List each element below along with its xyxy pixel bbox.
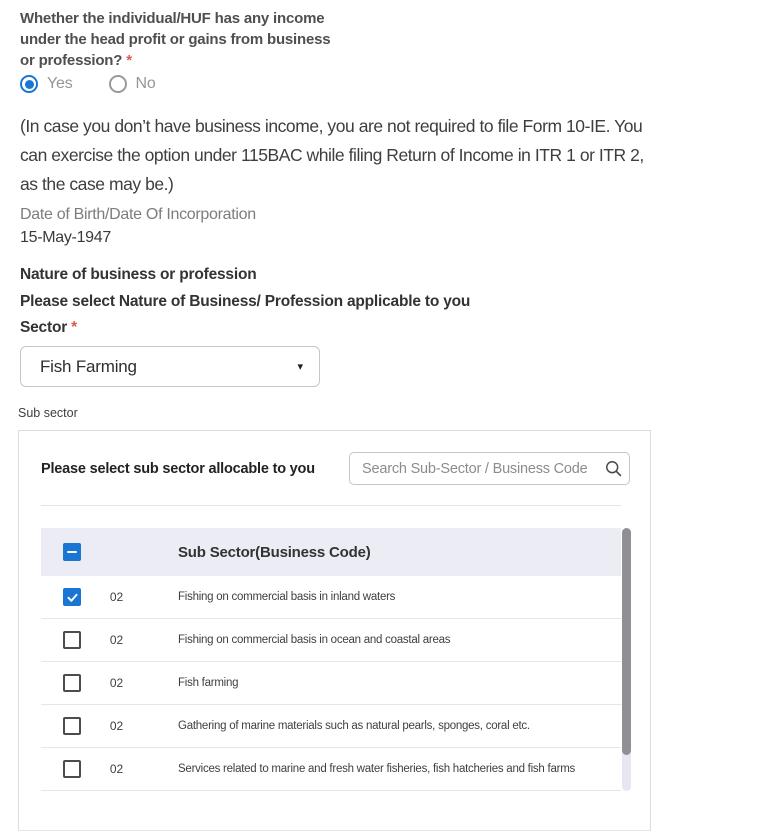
question-line: under the head profit or gains from business — [20, 31, 331, 48]
row-code: 02 — [109, 719, 124, 733]
required-asterisk: * — [126, 52, 132, 69]
scrollbar-track[interactable] — [622, 528, 631, 791]
search-input[interactable] — [349, 452, 630, 485]
sector-label: Sector * — [20, 319, 77, 336]
sub-sector-search — [349, 452, 630, 485]
radio-option-no[interactable] — [109, 75, 156, 93]
question-line: or profession? — [20, 52, 123, 69]
row-checkbox[interactable] — [63, 588, 81, 606]
radio-icon — [109, 75, 127, 93]
sector-select-value: Fish Farming — [40, 356, 137, 376]
row-checkbox[interactable] — [63, 717, 81, 735]
note-line: as the case may be.) — [20, 174, 174, 194]
radio-icon — [20, 75, 38, 93]
note-line: can exercise the option under 115BAC while filing Return of Income in ITR 1 or ITR 2, — [20, 145, 644, 165]
radio-option-yes[interactable] — [20, 75, 73, 93]
table-row[interactable] — [41, 748, 621, 791]
row-description: Services related to marine and fresh water fisheries, fish hatcheries and fish farms — [178, 763, 576, 775]
chevron-down-icon: ▾ — [297, 361, 303, 373]
row-description: Fishing on commercial basis in inland waters — [178, 591, 396, 603]
business-income-question — [20, 8, 410, 71]
row-checkbox[interactable] — [63, 674, 81, 692]
table-header-label: Sub Sector(Business Code) — [178, 543, 371, 561]
row-code: 02 — [109, 590, 124, 604]
table-row[interactable] — [41, 662, 621, 705]
radio-label: No — [135, 75, 156, 92]
row-code: 02 — [109, 762, 124, 776]
row-checkbox[interactable] — [63, 760, 81, 778]
select-all-checkbox[interactable] — [63, 543, 81, 561]
table-row[interactable] — [41, 705, 621, 748]
nature-of-business-heading: Nature of business or profession — [20, 266, 257, 283]
check-icon — [66, 591, 79, 604]
row-code: 02 — [109, 633, 124, 647]
business-income-radio-group — [20, 75, 156, 93]
row-description: Gathering of marine materials such as natural pearls, sponges, coral etc. — [178, 720, 530, 732]
scrollbar-thumb[interactable] — [622, 528, 631, 755]
note-line: (In case you don’t have business income, you are not required to file Form 10-IE. You — [20, 116, 643, 136]
row-description: Fish farming — [178, 677, 239, 689]
table-row[interactable] — [41, 576, 621, 619]
sub-sector-table — [41, 528, 621, 791]
question-line: Whether the individual/HUF has any income — [20, 10, 325, 27]
sector-select[interactable] — [20, 346, 320, 387]
table-header-row — [41, 528, 621, 576]
form-10ie-note — [20, 112, 644, 199]
nature-subheading: Please select Nature of Business/ Profession applicable to you — [20, 293, 471, 310]
row-code: 02 — [109, 676, 124, 690]
sub-sector-label: Sub sector — [18, 406, 78, 420]
minus-icon — [67, 551, 77, 553]
required-asterisk: * — [71, 319, 77, 336]
sub-sector-panel — [18, 430, 651, 831]
radio-label: Yes — [47, 75, 73, 92]
table-row[interactable] — [41, 619, 621, 662]
sub-sector-table-body — [41, 576, 621, 791]
dob-label: Date of Birth/Date Of Incorporation — [20, 206, 256, 223]
row-checkbox[interactable] — [63, 631, 81, 649]
dob-value: 15-May-1947 — [20, 229, 111, 246]
sub-sector-prompt: Please select sub sector allocable to you — [41, 461, 315, 477]
divider — [41, 505, 621, 506]
row-description: Fishing on commercial basis in ocean and coastal areas — [178, 634, 451, 646]
